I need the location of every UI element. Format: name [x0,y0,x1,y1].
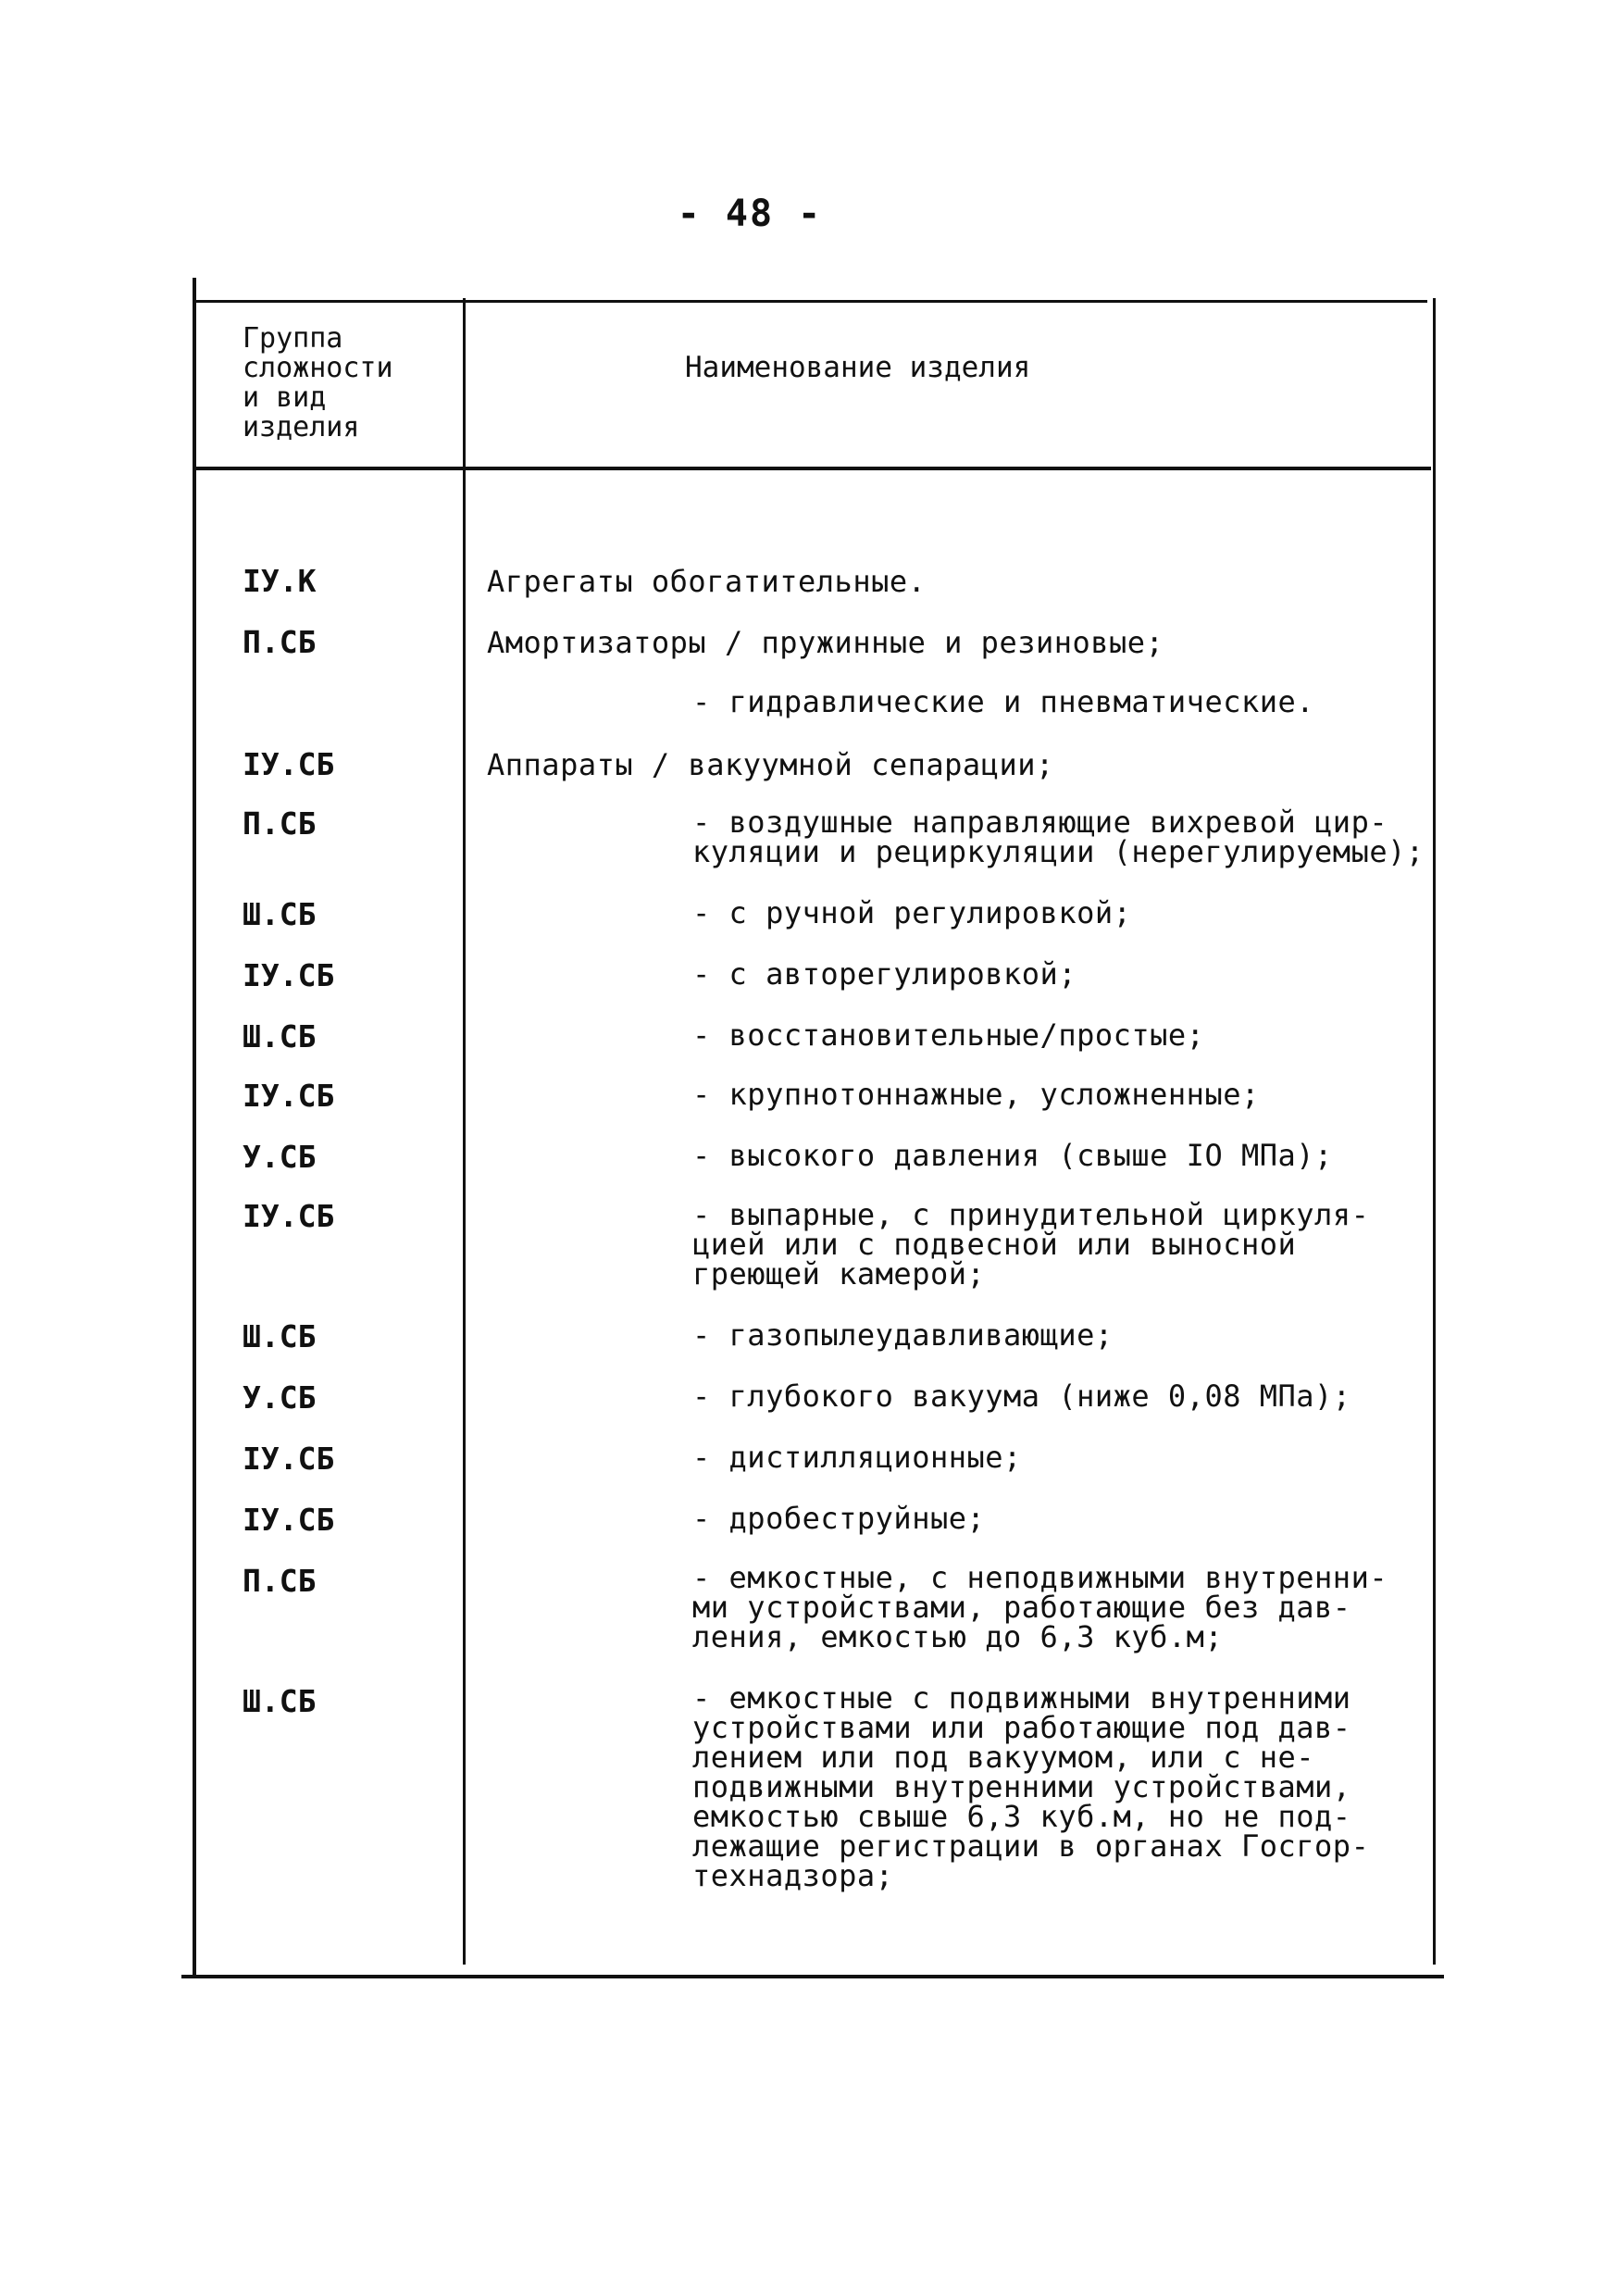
table-column-divider [463,298,466,1965]
row-code: П.СБ [243,1563,317,1599]
row-code: IУ.СБ [243,1198,335,1234]
row-description: Агрегаты обогатительные. [487,564,927,599]
row-description: - емкостные, с неподвижными внутренни- ми устройствами, работающие без дав- ления, емкостью до 6,3 куб.м; [692,1560,1388,1654]
row-code: Ш.СБ [243,1683,317,1719]
row-description: - дробеструйные; [692,1501,986,1536]
row-description: - выпарные, с принудительной циркуля- цией или с подвесной или выносной греющей камерой; [692,1197,1370,1292]
row-description: - с ручной регулировкой; [692,895,1132,930]
row-code: П.СБ [243,624,317,660]
row-code: Ш.СБ [243,1318,317,1354]
table-bottom-rule [181,1975,1444,1978]
row-description: - гидравлические и пневматические. [692,684,1315,719]
page-number: - 48 - [677,193,823,235]
row-code: IУ.СБ [243,1441,335,1477]
row-description: Аппараты / вакуумной сепарации; [487,747,1054,782]
row-description: - глубокого вакуума (ниже 0,08 МПа); [692,1379,1351,1414]
row-description: - с авторегулировкой; [692,956,1077,992]
row-description: - газопылеудавливающие; [692,1317,1114,1353]
table-header-rule [194,467,1431,470]
row-code: У.СБ [243,1379,317,1416]
row-code: П.СБ [243,805,317,842]
row-code: IУ.СБ [243,1078,335,1114]
row-code: Ш.СБ [243,896,317,932]
row-code: Ш.СБ [243,1018,317,1054]
table-top-rule [196,300,1427,303]
header-complexity-group: Группа сложности и вид изделия [243,322,393,443]
table-left-border [193,278,196,1978]
row-description: - восстановительные/простые; [692,1017,1205,1053]
row-code: IУ.К [243,563,317,599]
row-description: - высокого давления (свыше IO МПа); [692,1138,1333,1173]
row-description: Амортизаторы / пружинные и резиновые; [487,625,1164,660]
row-code: У.СБ [243,1139,317,1175]
row-description: - дистилляционные; [692,1440,1022,1475]
row-code: IУ.СБ [243,1502,335,1538]
row-description: - емкостные с подвижными внутренними устройствами или работающие под дав- лением или под вакуумом, или с не- подвижными внутренними устройствами, емкостью свыше 6,3 куб.м, но не под- лежащие регистрации в органах Госгор- технадзора; [692,1680,1370,1893]
row-description: - крупнотоннажные, усложненные; [692,1077,1260,1112]
row-code: IУ.СБ [243,746,335,782]
row-description: - воздушные направляющие вихревой цир- куляции и рециркуляции (нерегулируемые); [692,805,1425,869]
header-product-name: Наименование изделия [685,351,1031,384]
row-code: IУ.СБ [243,957,335,993]
